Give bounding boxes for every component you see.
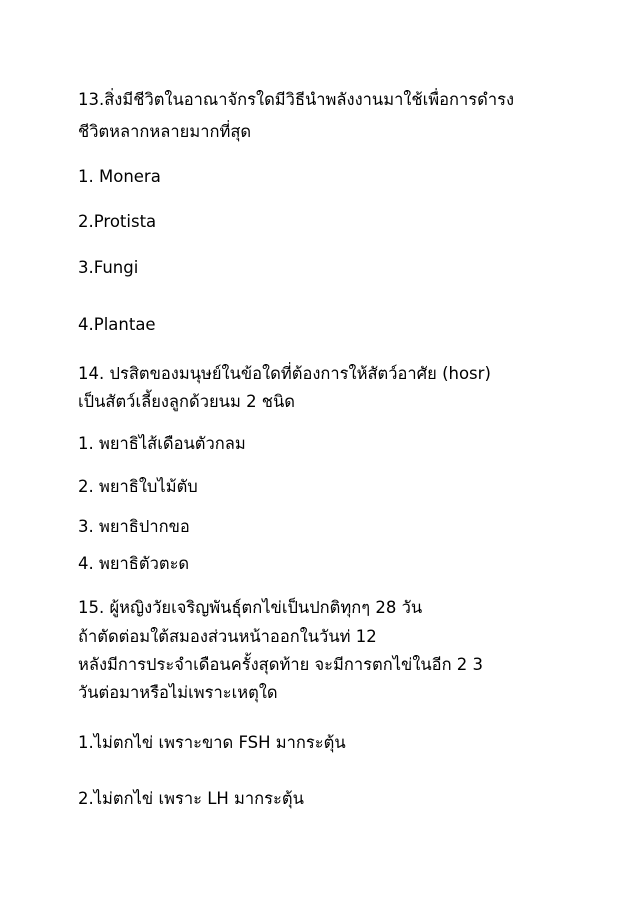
question-15-line-3: หลังมีการประจำเดือนครั้งสุดท้าย จะมีการตกไข่ในอีก 2 3 bbox=[78, 655, 484, 674]
question-15-line-4: วันต่อมาหรือไม่เพราะเหตุใด bbox=[78, 683, 278, 702]
question-13-choice-3: 3.Fungi bbox=[78, 258, 139, 277]
question-14-choice-4: 4. พยาธิตัวตะด bbox=[78, 554, 190, 573]
question-15-line-1: 15. ผู้หญิงวัยเจริญพันธุ์ตกไข่เป็นปกติทุกๆ 28 วัน bbox=[78, 598, 423, 617]
question-13-choice-2: 2.Protista bbox=[78, 212, 157, 231]
question-14-choice-2: 2. พยาธิใบไม้ตับ bbox=[78, 477, 198, 496]
question-14-choice-1: 1. พยาธิไส้เดือนตัวกลม bbox=[78, 434, 246, 453]
question-13-choice-4: 4.Plantae bbox=[78, 315, 156, 334]
question-13-choice-1: 1. Monera bbox=[78, 167, 161, 186]
question-13-line-1: 13.สิ่งมีชีวิตในอาณาจักรใดมีวิธีนำพลังงานมาใช้เพื่อการดำรง bbox=[78, 90, 515, 109]
question-15-choice-2: 2.ไม่ตกไข่ เพราะ LH มากระตุ้น bbox=[78, 789, 304, 808]
question-14-choice-3: 3. พยาธิปากขอ bbox=[78, 517, 190, 536]
question-15-choice-1: 1.ไม่ตกไข่ เพราะขาด FSH มากระตุ้น bbox=[78, 733, 346, 752]
question-14-line-2: เป็นสัตว์เลี้ยงลูกด้วยนม 2 ชนิด bbox=[78, 392, 296, 411]
question-14-line-1: 14. ปรสิตของมนุษย์ในข้อใดที่ต้องการให้สัตว์อาศัย (hosr) bbox=[78, 364, 491, 383]
question-15-line-2: ถ้าตัดต่อมใต้สมองส่วนหน้าออกในวันท่ 12 bbox=[78, 627, 377, 646]
question-13-line-2: ชีวิตหลากหลายมากที่สุด bbox=[78, 122, 252, 141]
